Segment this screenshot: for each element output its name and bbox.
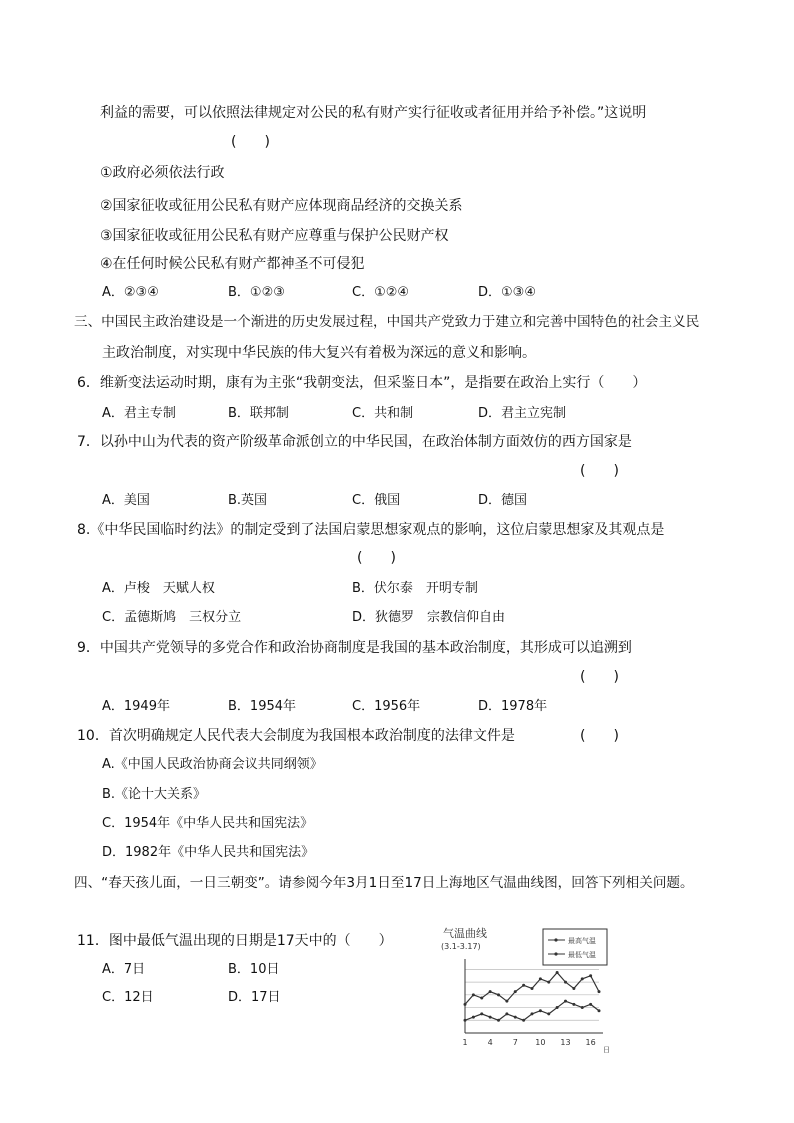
legend-box <box>543 929 607 965</box>
q9-option-d: D．1978年 <box>478 699 548 714</box>
chart-axes <box>465 959 603 1033</box>
data-point <box>547 1012 550 1015</box>
q7-option-d: D．德国 <box>478 493 528 508</box>
data-point <box>497 1019 500 1022</box>
chart-series <box>464 971 601 1022</box>
q6-option-d: D．君主立宪制 <box>478 406 567 421</box>
x-tick-label: 4 <box>487 1038 493 1047</box>
q10-option-c: C．1954年《中华人民共和国宪法》 <box>102 816 314 831</box>
data-point <box>531 987 534 990</box>
data-point <box>589 1003 592 1006</box>
q9-answer-paren: ( ) <box>580 669 619 685</box>
data-point <box>581 977 584 980</box>
data-point <box>556 1006 559 1009</box>
data-point <box>480 1012 483 1015</box>
x-tick-label: 13 <box>560 1038 571 1047</box>
data-point <box>480 997 483 1000</box>
data-point <box>472 993 475 996</box>
q10-option-a: A.《中国人民政治协商会议共同纲领》 <box>102 757 323 772</box>
q9-option-b: B．1954年 <box>228 699 297 714</box>
data-point <box>472 1016 475 1019</box>
data-point <box>572 987 575 990</box>
temperature-chart <box>425 925 615 1057</box>
q5-option-b: B．①②③ <box>228 285 285 300</box>
legend-label-low: 最低气温 <box>568 951 596 959</box>
series-line-low <box>465 1001 599 1020</box>
q9-stem: 9．中国共产党领导的多党合作和政治协商制度是我国的基本政治制度，其形成可以追溯到 <box>77 640 632 656</box>
q7-option-c: C．俄国 <box>352 493 401 508</box>
chart-grid <box>465 969 599 1033</box>
x-tick-label: 1 <box>462 1038 468 1047</box>
legend-marker-high <box>554 938 557 941</box>
q7-option-b: B.英国 <box>228 493 268 508</box>
chart-title: 气温曲线 <box>443 927 487 940</box>
q5-statement-2: ②国家征收或征用公民私有财产应体现商品经济的交换关系 <box>100 198 463 214</box>
q6-option-b: B．联邦制 <box>228 406 289 421</box>
q7-stem: 7．以孙中山为代表的资产阶级革命派创立的中华民国，在政治体制方面效仿的西方国家是 <box>77 434 632 450</box>
q8-option-a: A．卢梭 天赋人权 <box>102 581 215 596</box>
data-point <box>489 1016 492 1019</box>
q6-option-a: A．君主专制 <box>102 406 176 421</box>
q11-stem: 11．图中最低气温出现的日期是17天中的（ ） <box>77 933 393 949</box>
q6-stem: 6．维新变法运动时期，康有为主张“我朝变法，但采鉴日本”，是指要在政治上实行（ ） <box>77 375 647 391</box>
q8-option-c: C．孟德斯鸠 三权分立 <box>102 610 242 625</box>
data-point <box>564 1000 567 1003</box>
q11-option-c: C．12日 <box>102 990 154 1005</box>
data-point <box>564 981 567 984</box>
q9-option-a: A．1949年 <box>102 699 170 714</box>
chart-x-unit: 日 <box>603 1046 610 1054</box>
data-point <box>539 977 542 980</box>
legend-marker-low <box>554 952 557 955</box>
q6-option-c: C．共和制 <box>352 406 414 421</box>
data-point <box>505 1012 508 1015</box>
q5-option-d: D．①③④ <box>478 285 536 300</box>
data-point <box>505 1000 508 1003</box>
chart-x-ticks <box>462 1038 595 1047</box>
data-point <box>464 1003 467 1006</box>
data-point <box>598 990 601 993</box>
data-point <box>514 1016 517 1019</box>
data-point <box>581 1006 584 1009</box>
section-3-intro-line-1: 三、中国民主政治建设是一个渐进的历史发展过程，中国共产党致力于建立和完善中国特色的社会主义民 <box>74 314 700 330</box>
x-tick-label: 10 <box>535 1038 546 1047</box>
q5-statement-4: ④在任何时候公民私有财产都神圣不可侵犯 <box>100 256 365 272</box>
data-point <box>464 1019 467 1022</box>
q5-statement-3: ③国家征收或征用公民私有财产应尊重与保护公民财产权 <box>100 228 449 244</box>
q8-option-d: D．狄德罗 宗教信仰自由 <box>352 610 506 625</box>
q11-option-a: A．7日 <box>102 962 146 977</box>
data-point <box>514 990 517 993</box>
q9-option-c: C．1956年 <box>352 699 421 714</box>
section-3-intro-line-2: 主政治制度，对实现中华民族的伟大复兴有着极为深远的意义和影响。 <box>102 345 536 361</box>
q5-answer-paren: ( ) <box>231 134 270 150</box>
q8-answer-paren: ( ) <box>357 550 396 566</box>
data-point <box>522 1019 525 1022</box>
q5-option-a: A．②③④ <box>102 285 159 300</box>
x-tick-label: 7 <box>512 1038 518 1047</box>
data-point <box>497 993 500 996</box>
q8-stem: 8.《中华民国临时约法》的制定受到了法国启蒙思想家观点的影响，这位启蒙思想家及其观点是 <box>77 522 665 538</box>
legend-label-high: 最高气温 <box>568 937 596 945</box>
data-point <box>531 1012 534 1015</box>
data-point <box>556 971 559 974</box>
q7-answer-paren: ( ) <box>580 463 619 479</box>
data-point <box>598 1009 601 1012</box>
data-point <box>547 981 550 984</box>
x-tick-label: 16 <box>585 1038 596 1047</box>
q10-option-b: B.《论十大关系》 <box>102 787 207 802</box>
data-point <box>522 984 525 987</box>
q7-option-a: A．美国 <box>102 493 150 508</box>
q10-answer-paren: ( ) <box>580 728 619 744</box>
data-point <box>539 1009 542 1012</box>
q5-statement-1: ①政府必须依法行政 <box>100 165 225 181</box>
q10-option-d: D．1982年《中华人民共和国宪法》 <box>102 845 315 860</box>
data-point <box>589 974 592 977</box>
section-4-intro: 四、“春天孩儿面，一日三朝变”。请参阅今年3月1日至17日上海地区气温曲线图，回答下列相关问题。 <box>74 875 694 891</box>
q10-stem: 10．首次明确规定人民代表大会制度为我国根本政治制度的法律文件是 <box>77 728 515 744</box>
q11-option-b: B．10日 <box>228 962 280 977</box>
q5-stem-tail: 利益的需要，可以依照法律规定对公民的私有财产实行征收或者征用并给予补偿。”这说明 <box>100 105 647 121</box>
q8-option-b: B．伏尔泰 开明专制 <box>352 581 478 596</box>
q11-option-d: D．17日 <box>228 990 281 1005</box>
data-point <box>572 1003 575 1006</box>
chart-subtitle: (3.1-3.17) <box>441 942 481 951</box>
q5-option-c: C．①②④ <box>352 285 410 300</box>
data-point <box>489 990 492 993</box>
chart-legend <box>543 929 607 965</box>
